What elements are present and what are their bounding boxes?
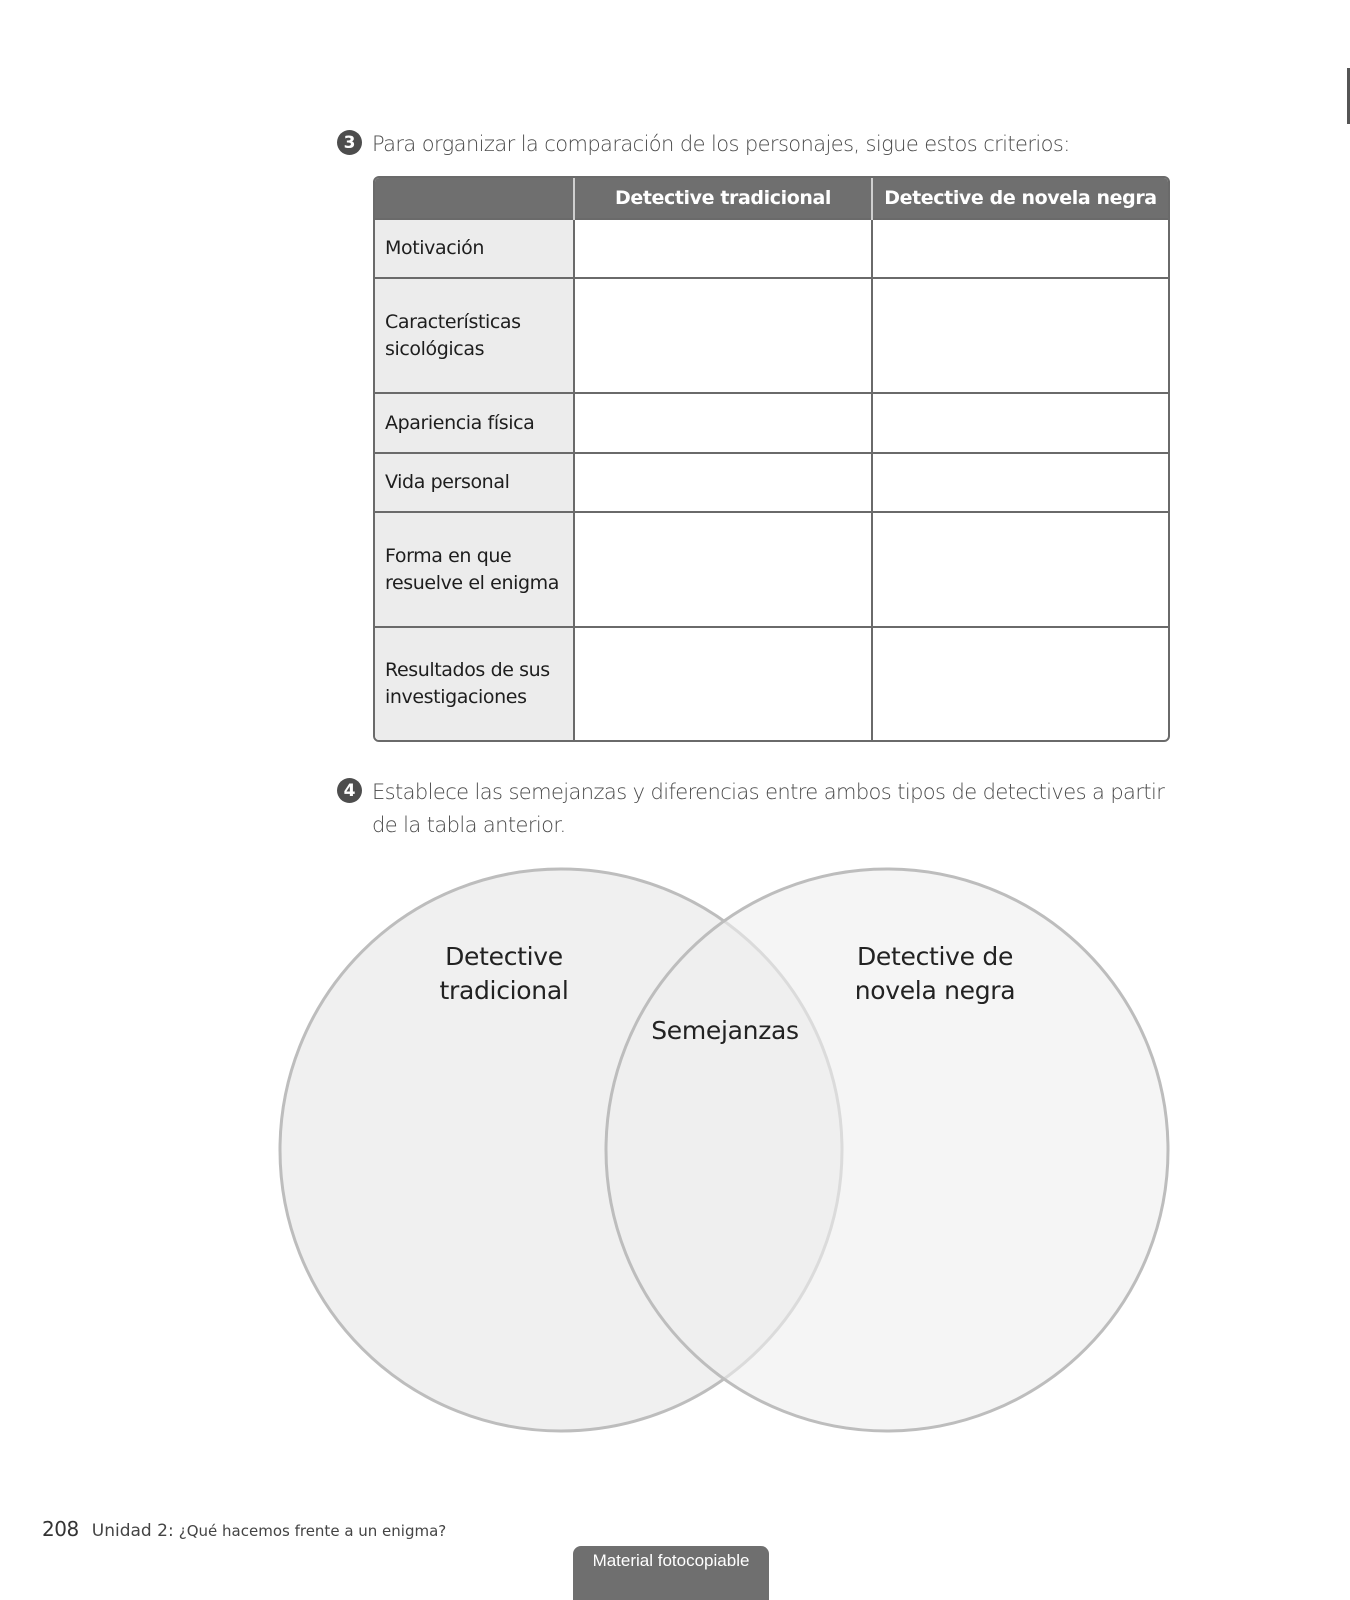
row-label: Apariencia física xyxy=(385,411,535,434)
venn-left-label: Detective tradicional xyxy=(439,942,569,1005)
page-footer xyxy=(42,1517,446,1541)
activity-number-badge: 4 xyxy=(337,778,362,803)
activity-instruction: Establece las semejanzas y diferencias entre ambos tipos de detectives a partir de la tabla anterior. xyxy=(372,780,1165,837)
venn-intersection-label: Semejanzas xyxy=(651,1016,799,1045)
table-header-noir: Detective de novela negra xyxy=(872,178,1168,219)
row-label: Forma en que resuelve el enigma xyxy=(385,544,559,594)
unit-label: Unidad 2: xyxy=(91,1521,174,1541)
activity-instruction: Para organizar la comparación de los personajes, sigue estos criterios: xyxy=(372,132,1070,156)
venn-right-label: Detective de novela negra xyxy=(854,942,1016,1005)
activity-number-badge: 3 xyxy=(337,130,362,155)
row-label: Motivación xyxy=(385,237,485,260)
page-number: 208 xyxy=(42,1517,79,1541)
row-label: Resultados de sus investigaciones xyxy=(385,659,550,709)
row-label: Características sicológicas xyxy=(385,310,521,360)
photocopy-badge: Material fotocopiable xyxy=(573,1546,769,1600)
unit-title: ¿Qué hacemos frente a un enigma? xyxy=(178,1522,447,1540)
row-label: Vida personal xyxy=(385,471,510,494)
table-header-traditional: Detective tradicional xyxy=(574,178,872,219)
